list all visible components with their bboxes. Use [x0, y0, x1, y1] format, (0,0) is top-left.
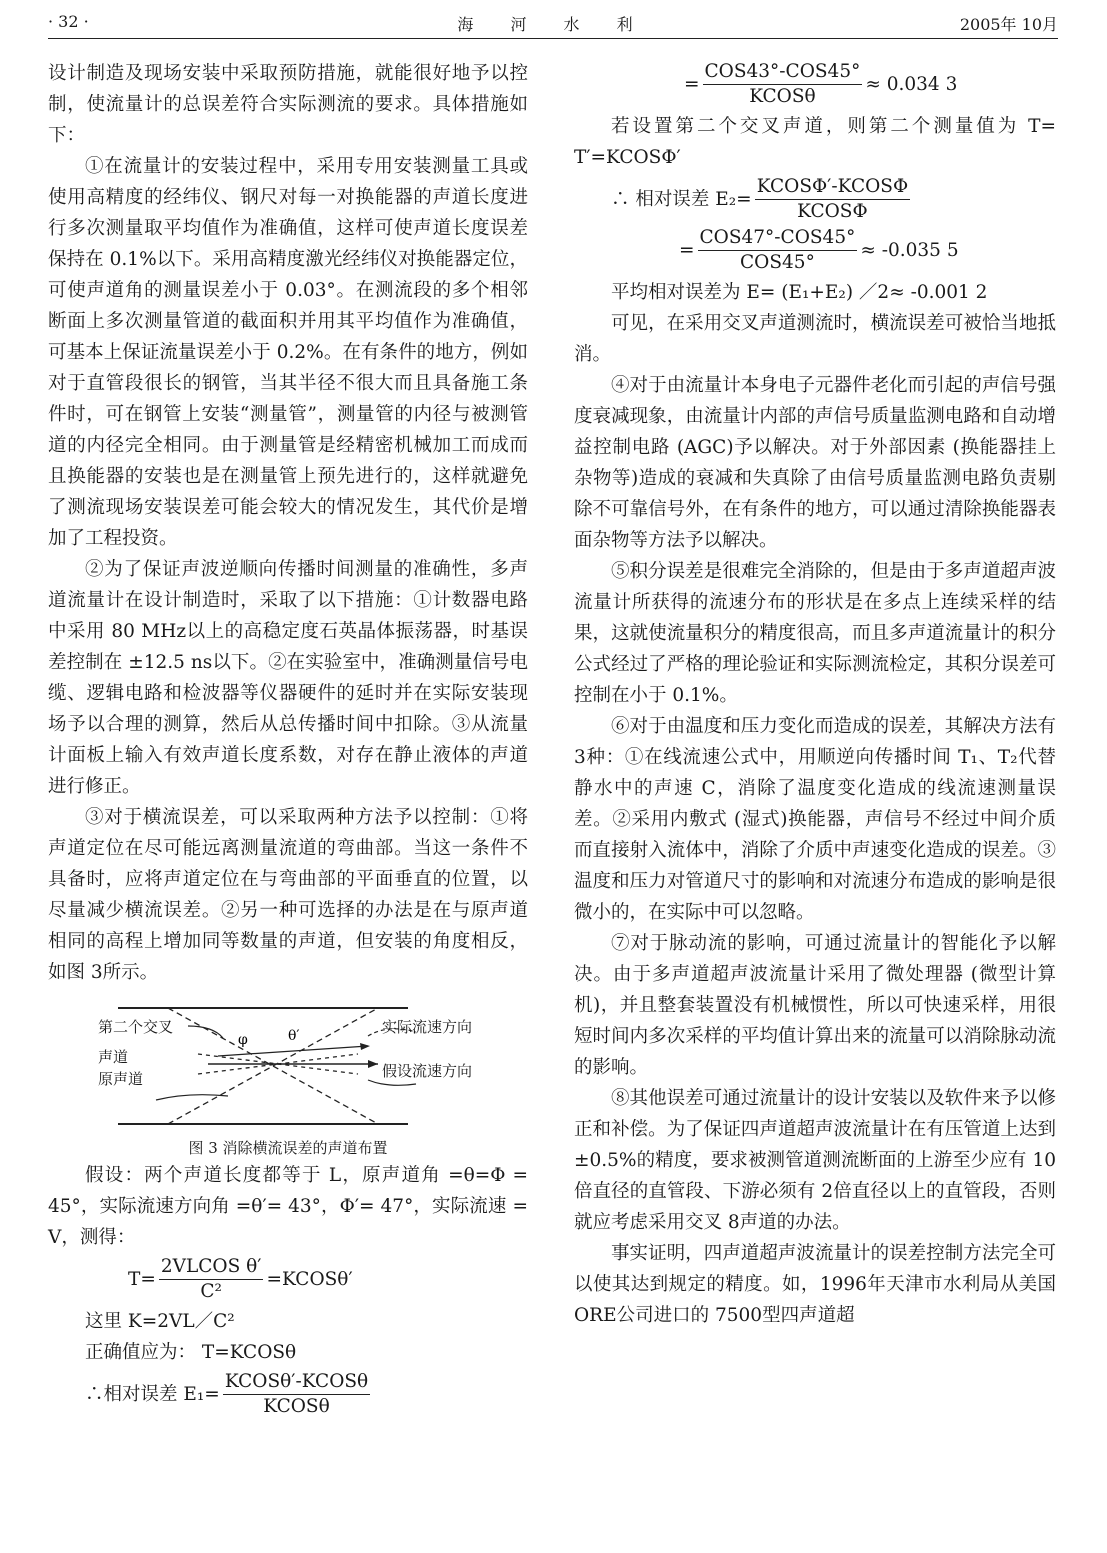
paragraph: ⑦对于脉动流的影响，可通过流量计的智能化予以解决。由于多声道超声波流量计采用了微处理器 (微型计算机)，并且整套装置没有机械惯性，所以可快速采样，用很短时间内多次采样的平均值计算出来的流量可以消除脉动流的影响。 [574, 933, 1056, 1078]
paragraph: 这里 K=2VL／C² [85, 1311, 235, 1332]
paragraph: 事实证明，四声道超声波流量计的误差控制方法完全可以使其达到规定的精度。如，1996年天津市水利局从美国 ORE公司进口的 7500型四声道超 [574, 1243, 1056, 1326]
label-assumed-flow: 假设流速方向 [382, 1062, 473, 1080]
equation-4: ∴ 相对误差 E₂= $\frac{\text{KCOSΦ′-KCOSΦ}}{\text{KCOSΦ}}$ [611, 176, 909, 222]
paragraph: 假设：两个声道长度都等于 L，原声道角 =θ=Φ = 45°，实际流速方向角 =θ′= 43°，Φ′= 47°，实际流速 = V，测得： [48, 1165, 528, 1248]
paragraph: 设计制造及现场安装中采取预防措施，就能很好地予以控制，使流量计的总误差符合实际测流的要求。具体措施如下： [48, 63, 528, 146]
paragraph: 平均相对误差为 E= (E₁+E₂) ／2≈ -0.001 2 [611, 282, 988, 303]
paragraph: ⑤积分误差是很难完全消除的，但是由于多声道超声波流量计所获得的流速分布的形状是在多点上连续采样的结果，这就使流量积分的精度很高，而且多声道流量计的积分公式经过了严格的理论验证和实际测流检定，其积分误差可控制在小于 0.1%。 [574, 561, 1056, 706]
label-channel: 声道 [98, 1048, 129, 1066]
paragraph: ②为了保证声波逆顺向传播时间测量的准确性，多声道流量计在设计制造时，采取了以下措施：①计数器电路中采用 80 MHz以上的高稳定度石英晶体振荡器，时基误差控制在 ±12.5 ns以下。②在实验室中，准确测量信号电缆、逻辑电路和检波器等仪器硬件的延时并在实际安装现场予以合理的测算，然后从总传播时间中扣除。③从流量计面板上输入有效声道长度系数，对存在静止液体的声道进行修正。 [48, 559, 528, 797]
figure-caption: 图 3 消除横流误差的声道布置 [188, 1139, 388, 1157]
page-number: · 32 · [48, 12, 89, 31]
paragraph: 正确值应为： T=KCOSθ [85, 1342, 297, 1363]
equation-1: T= $\frac{\text{2VLCOS θ′}}{\text{C²}}$ =KCOSθ′ [128, 1256, 353, 1302]
label-actual-flow: 实际流速方向 [382, 1018, 473, 1036]
figure-3 [48, 996, 528, 1136]
issue-date: 2005年 10月 [959, 15, 1058, 34]
svg-text:φ: φ [238, 1032, 248, 1048]
paragraph: ③对于横流误差，可以采取两种方法予以控制：①将声道定位在尽可能远离测量流道的弯曲部。当这一条件不具备时，应将声道定位在与弯曲部的平面垂直的位置，以尽量减少横流误差。②另一种可选择的办法是在与原声道相同的高程上增加同等数量的声道，但安装的角度相反，如图 3所示。 [48, 807, 528, 983]
label-second-cross: 第二个交叉 [98, 1018, 174, 1036]
paragraph: ⑧其他误差可通过流量计的设计安装以及软件来予以修正和补偿。为了保证四声道超声波流量计在有压管道上达到 ±0.5%的精度，要求被测管道测流断面的上游至少应有 10倍直径的直管段、下游必须有 2倍直径以上的直管段，否则就应考虑采用交叉 8声道的办法。 [574, 1088, 1056, 1233]
label-original-channel: 原声道 [98, 1070, 144, 1088]
page-header [48, 10, 1058, 39]
paragraph: 可见，在采用交叉声道测流时，横流误差可被恰当地抵消。 [574, 313, 1056, 365]
equation-2: ∴相对误差 E₁= $\frac{\text{KCOSθ′-KCOSθ}}{\text{KCOSθ}}$ [85, 1371, 369, 1417]
left-column [48, 58, 528, 1421]
equation-5: = $\frac{\text{COS47°-COS45°}}{\text{COS45°}}$ ≈ -0.035 5 [679, 227, 959, 273]
paragraph: ①在流量计的安装过程中，采用专用安装测量工具或使用高精度的经纬仪、钢尺对每一对换能器的声道长度进行多次测量取平均值作为准确值，这样可使声道长度误差保持在 0.1%以下。采用高精度激光经纬仪对换能器定位，可使声道角的测量误差小于 0.03°。在测流段的多个相邻断面上多次测量管道的截面积并用其平均值作为准确值，可基本上保证流量误差小于 0.2%。在有条件的地方，例如对于直管段很长的钢管，当其半径不很大而且具备施工条件时，可在钢管上安装“测量管”，测量管的内径与被测管道的内径完全相同。由于测量管是经精密机械加工而成而且换能器的安装也是在测量管上预先进行的，这样就避免了测流现场安装误差可能会较大的情况发生，其代价是增加了工程投资。 [48, 156, 528, 549]
right-column [574, 58, 1056, 1331]
svg-text:θ′: θ′ [288, 1028, 300, 1044]
paragraph: ④对于由流量计本身电子元器件老化而引起的声信号强度衰减现象，由流量计内部的声信号质量监测电路和自动增益控制电路 (AGC)予以解决。对于外部因素 (换能器挂上杂物等)造成的衰减和失真除了由信号质量监测电路负责剔除不可靠信号外，在有条件的地方，可以通过清除换能器表面杂物等方法予以解决。 [574, 375, 1056, 551]
paragraph: 若设置第二个交叉声道，则第二个测量值为 T= T′=KCOSΦ′ [574, 116, 1056, 168]
journal-title: 海 河 水 利 [457, 15, 649, 34]
paragraph: ⑥对于由温度和压力变化而造成的误差，其解决方法有 3种：①在线流速公式中，用顺逆向传播时间 T₁、T₂代替静水中的声速 C，消除了温度变化造成的线流速测量误差。②采用内敷式 (湿式)换能器，声信号不经过中间介质而直接射入流体中，消除了介质中声速变化造成的误差。③温度和压力对管道尺寸的影响和对流速分布造成的影响是很微小的，在实际中可以忽略。 [574, 716, 1056, 923]
equation-3: = $\frac{\text{COS43°-COS45°}}{\text{KCOSθ}}$ ≈ 0.034 3 [684, 61, 958, 107]
